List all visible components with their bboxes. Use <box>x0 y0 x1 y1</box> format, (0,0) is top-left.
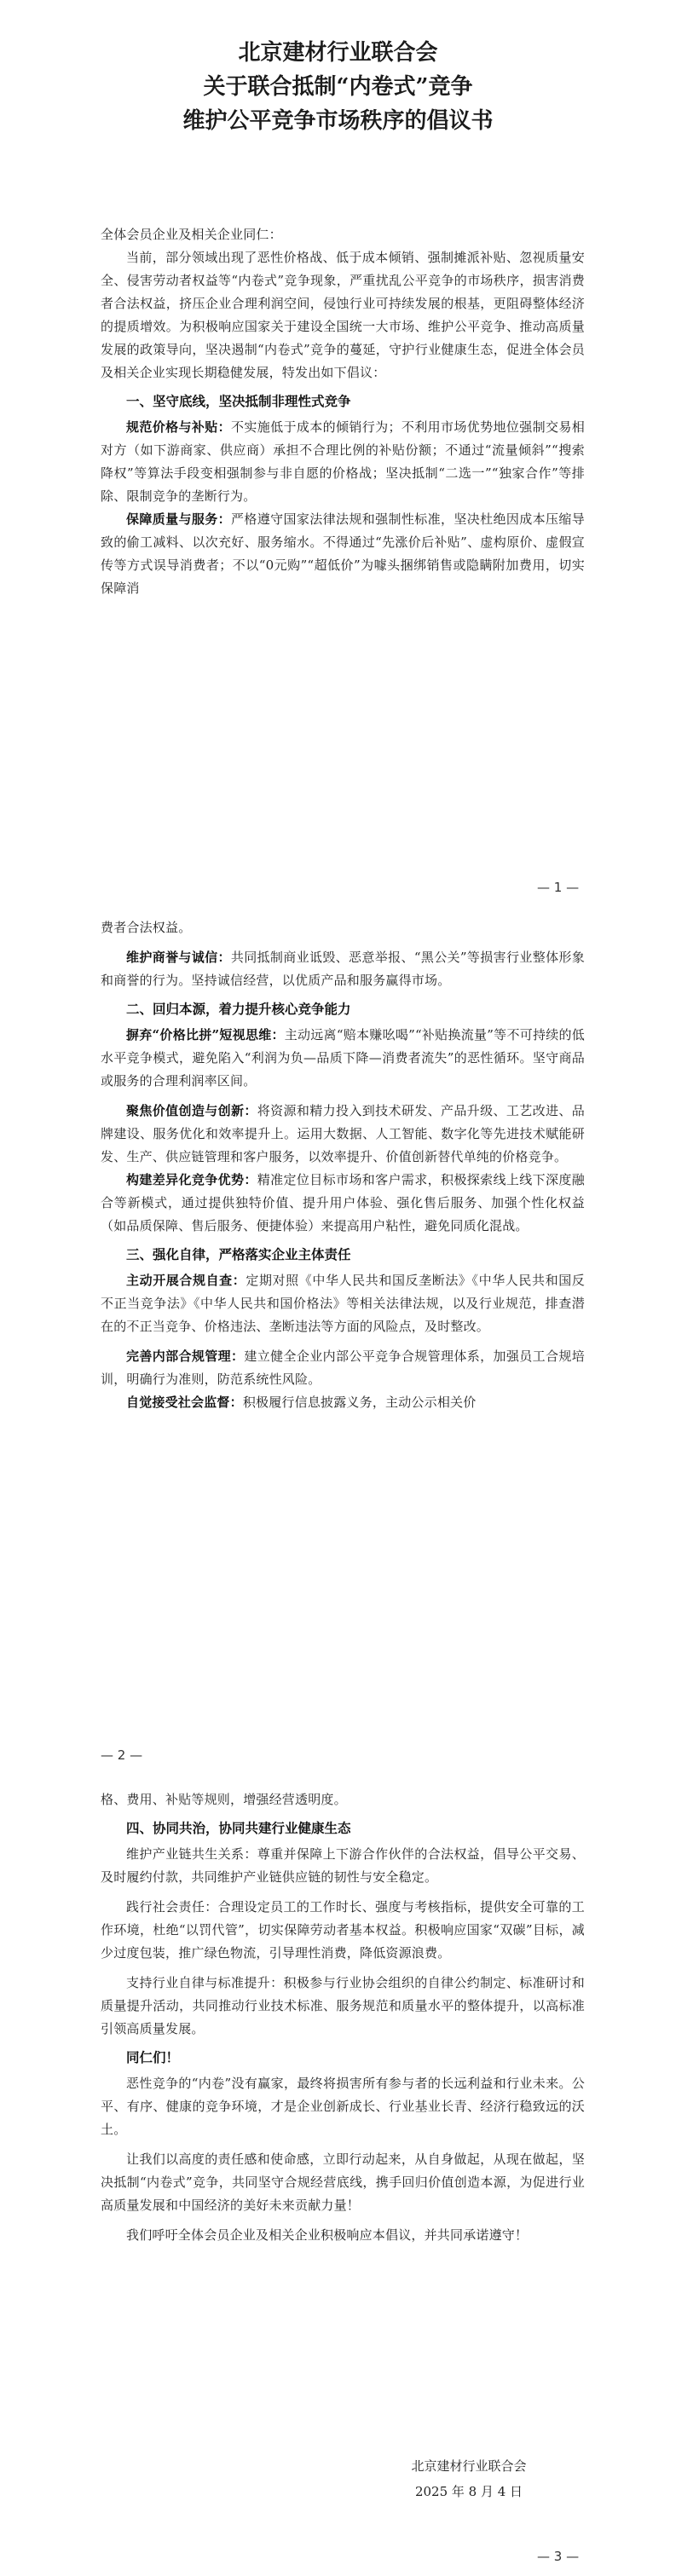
page-3-body <box>101 1788 585 2247</box>
closing-call: 同仁们！ <box>126 2049 180 2065</box>
section-3-item-1 <box>101 1269 585 1338</box>
section-3-item-3 <box>101 1391 585 1414</box>
intro-paragraph: 当前，部分领域出现了恶性价格战、低于成本倾销、强制摊派补贴、忽视质量安全、侵害劳动者权益等“内卷式”竞争现象，严重扰乱公平竞争的市场秩序，损害消费者合法权益，挤压企业合理利润空间，侵蚀行业可持续发展的根基，更阻碍整体经济的提质增效。为积极响应国家关于建设全国统一大市场、维护公平竞争、推动高质量发展的政策导向，坚决遏制“内卷式”竞争的蔓延，守护行业健康生态，促进全体会员及相关企业实现长期稳健发展，特发出如下倡议： <box>101 250 585 380</box>
title-line-2: 关于联合抵制“内卷式”竞争 <box>203 74 473 100</box>
item-text: 定期对照《中华人民共和国反垄断法》《中华人民共和国反不正当竞争法》《中华人民共和国价格法》等相关法律法规，以及行业规范，排查潜在的不正当竞争、价格违法、垄断违法等方面的风险点，及时整改。 <box>101 1273 585 1334</box>
closing-paragraph-3: 我们呼吁全体会员企业及相关企业积极响应本倡议，并共同承诺遵守！ <box>126 2227 529 2243</box>
item-text: 严格遵守国家法律法规和强制性标准，坚决杜绝因成本压缩导致的偷工减料、以次充好、服务缩水。不得通过“先涨价后补贴”、虚构原价、虚假宣传等方式误导消费者；不以“0元购”“超低价”为噱头捆绑销售或隐瞒附加费用，切实保障消 <box>101 511 585 596</box>
signature-org: 北京建材行业联合会 <box>411 2458 527 2474</box>
item-lead: 保障质量与服务： <box>126 511 232 527</box>
closing-paragraph-1: 恶性竞争的“内卷”没有赢家，最终将损害所有参与者的长远利益和行业未来。公平、有序、健康的竞争环境，才是企业创新成长、行业基业长青、经济行稳致远的沃土。 <box>101 2076 585 2137</box>
item-text: 建立健全企业内部公平竞争合规管理体系，加强员工合规培训，明确行为准则，防范系统性风险。 <box>101 1349 585 1387</box>
page-1-body <box>101 223 585 600</box>
section-4-item-3: 支持行业自律与标准提升：积极参与行业协会组织的自律公约制定、标准研讨和质量提升活动，共同推动行业技术标准、服务规范和质量水平的整体提升，以高标准引领高质量发展。 <box>101 1975 585 2036</box>
page-2-body <box>101 916 585 1414</box>
section-2-item-2 <box>101 1100 585 1169</box>
page-number-2: — 2 — <box>101 1747 143 1763</box>
page-2-continuation: 格、费用、补贴等规则，增强经营透明度。 <box>101 1792 347 1807</box>
page-number-3: — 3 — <box>537 2549 580 2564</box>
title-line-3: 维护公平竞争市场秩序的倡议书 <box>182 108 494 134</box>
item-lead: 聚焦价值创造与创新： <box>126 1103 257 1118</box>
signature-date: 2025 年 8 月 4 日 <box>414 2484 523 2499</box>
item-lead: 主动开展合规自查： <box>126 1273 246 1288</box>
item-lead: 构建差异化竞争优势： <box>126 1172 257 1187</box>
item-text: 积极履行信息披露义务，主动公示相关价 <box>242 1395 477 1410</box>
signature-block <box>367 2453 571 2504</box>
item-text: 共同抵制商业诋毁、恶意举报、“黑公关”等损害行业整体形象和商誉的行为。坚持诚信经营，以优质产品和服务赢得市场。 <box>101 950 585 988</box>
section-3-heading: 三、强化自律，严格落实企业主体责任 <box>126 1246 351 1262</box>
section-1-heading: 一、坚守底线，坚决抵制非理性式竞争 <box>126 393 351 409</box>
section-1-item-1 <box>101 416 585 508</box>
section-1-item-3 <box>101 946 585 992</box>
section-3-item-2 <box>101 1345 585 1391</box>
title-line-1: 北京建材行业联合会 <box>238 40 438 66</box>
item-text: 精准定位目标市场和客户需求，积极探索线上线下深度融合等新模式，通过提供独特价值、提升用户体验、强化售后服务、加强个性化权益（如品质保障、售后服务、便捷体验）来提高用户粘性，避免同质化混战。 <box>101 1172 585 1233</box>
section-1-item-2 <box>101 508 585 600</box>
section-4-heading: 四、协同共治，协同共建行业健康生态 <box>126 1820 351 1836</box>
section-2-item-1 <box>101 1024 585 1093</box>
section-4-item-1: 维护产业链共生关系：尊重并保障上下游合作伙伴的合法权益，倡导公平交易、及时履约付款，共同维护产业链供应链的韧性与安全稳定。 <box>101 1846 585 1885</box>
section-2-heading: 二、回归本源，着力提升核心竞争能力 <box>126 1001 351 1017</box>
page-1-continuation: 费者合法权益。 <box>101 920 192 935</box>
item-lead: 自觉接受社会监督： <box>126 1395 243 1410</box>
section-2-item-3 <box>101 1169 585 1238</box>
closing-paragraph-2: 让我们以高度的责任感和使命感，立即行动起来，从自身做起，从现在做起，坚决抵制“内卷式”竞争，共同坚守合规经营底线，携手回归价值创造本源，为促进行业高质量发展和中国经济的美好未来贡献力量！ <box>101 2151 585 2213</box>
item-text: 不实施低于成本的倾销行为；不利用市场优势地位强制交易相对方（如下游商家、供应商）承担不合理比例的补贴份额；不通过“流量倾斜”“搜索降权”等算法手段变相强制参与非自愿的价格战；坚决抵制“二选一”“独家合作”等排除、限制竞争的垄断行为。 <box>101 419 585 504</box>
section-4-item-2: 践行社会责任：合理设定员工的工作时长、强度与考核指标，提供安全可靠的工作环境，杜绝“以罚代管”，切实保障劳动者基本权益。积极响应国家“双碳”目标，减少过度包装，推广绿色物流，引导理性消费，降低资源浪费。 <box>101 1899 585 1961</box>
item-lead: 维护商誉与诚信： <box>126 950 231 965</box>
item-text: 主动远离“赔本赚吆喝”“补贴换流量”等不可持续的低水平竞争模式，避免陷入“利润为负—品质下降—消费者流失”的恶性循环。坚守商品或服务的合理利润率区间。 <box>101 1027 585 1089</box>
salutation: 全体会员企业及相关企业同仁： <box>101 227 282 242</box>
item-text: 将资源和精力投入到技术研发、产品升级、工艺改进、品牌建设、服务优化和效率提升上。运用大数据、人工智能、数字化等先进技术赋能研发、生产、供应链管理和客户服务，以效率提升、价值创新替代单纯的价格竞争。 <box>101 1103 585 1164</box>
page-number-1: — 1 — <box>537 880 580 895</box>
item-lead: 完善内部合规管理： <box>126 1349 245 1364</box>
item-lead: 规范价格与补贴： <box>126 419 232 435</box>
item-lead: 摒弃“价格比拼”短视思维： <box>126 1027 285 1043</box>
title-block <box>0 36 676 138</box>
